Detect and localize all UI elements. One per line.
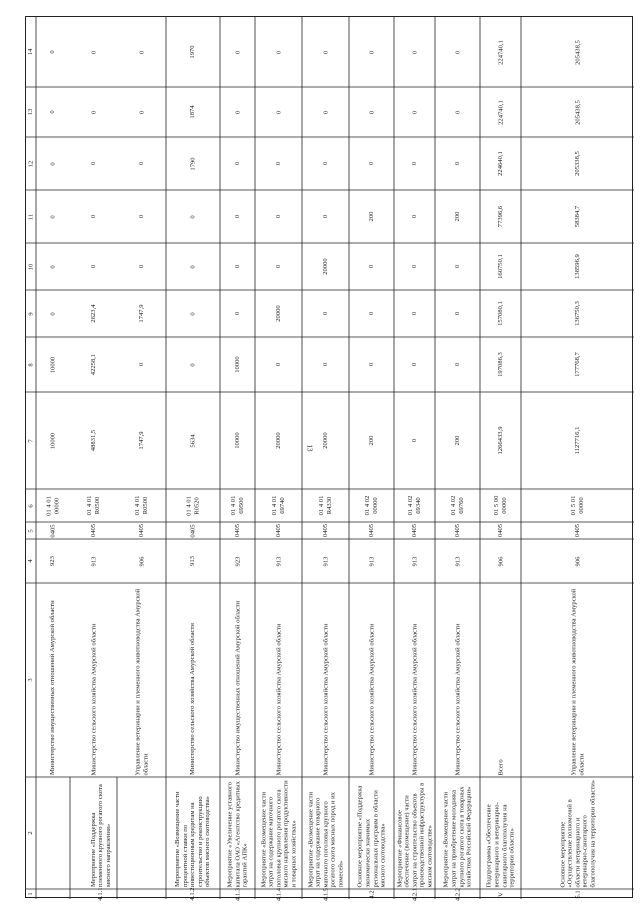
table-cell-num: 4.1.4 xyxy=(274,887,282,901)
table-cell-v10: 138596,9 xyxy=(573,254,581,279)
table-cell-v13: 0 xyxy=(49,110,57,114)
header-cell-1: 1 xyxy=(27,892,35,896)
header-cell-13: 13 xyxy=(27,108,35,116)
header-cell-6: 6 xyxy=(27,503,35,508)
table-cell-csr: 01 4 01 R0520 xyxy=(185,495,200,516)
table-cell-num: 4.2 xyxy=(367,889,375,899)
table-cell-csr: 01 4 01 R0500 xyxy=(133,495,149,516)
table-cell-grbs: 913 xyxy=(89,556,97,566)
table-cell-v14: 0 xyxy=(137,50,145,54)
table-cell-v12: 1790 xyxy=(189,156,197,171)
table-cell-v13: 1874 xyxy=(189,105,197,119)
table-cell-v7: 5634 xyxy=(189,433,197,448)
table-cell-v11: 0 xyxy=(189,214,197,219)
table-cell-v8: 42258,1 xyxy=(89,353,97,376)
table-cell-v11: 77396,6 xyxy=(496,205,504,228)
table-cell-name: Мероприятие «Финансовое обеспечение (возмещение) части затрат на строительство объектов производственной инфраструктуры в мясном скотоводстве» xyxy=(395,782,433,887)
table-cell-v7: 200 xyxy=(367,435,375,446)
table-cell-v11: 58384,7 xyxy=(573,205,581,228)
table-cell-v10: 0 xyxy=(274,264,282,269)
header-cell-4: 4 xyxy=(27,559,35,563)
header-cell-8: 8 xyxy=(27,362,35,367)
table-cell-v7: 48831,5 xyxy=(89,429,97,452)
table-cell-v10: 0 xyxy=(89,264,97,269)
table-cell-v10: 0 xyxy=(453,264,461,269)
table-cell-v12: 0 xyxy=(233,161,241,166)
table-cell-v9: 0 xyxy=(189,311,197,316)
table-cell-grbs: 913 xyxy=(367,556,375,566)
table-cell-org: Всего xyxy=(496,758,504,775)
table-cell-v14: 0 xyxy=(367,50,375,54)
table-cell-num: V xyxy=(496,891,504,897)
header-cell-7: 7 xyxy=(27,438,35,443)
table-cell-v8: 10000 xyxy=(49,356,57,373)
table-cell-org: Министерство сельского хозяйства Амурской области xyxy=(89,623,97,775)
table-cell-v9: 2623,4 xyxy=(89,304,97,323)
table-cell-v8: 197086,3 xyxy=(496,352,504,377)
table-cell-v14: 0 xyxy=(410,50,418,54)
header-cell-14: 14 xyxy=(27,48,35,56)
table-cell-rzpr: 0405 xyxy=(573,523,581,538)
table-cell-v8: 0 xyxy=(410,362,418,367)
table-cell-rzpr: 0405 xyxy=(410,523,418,538)
table-cell-v13: 0 xyxy=(137,110,145,114)
table-cell-v8: 0 xyxy=(137,362,145,367)
table-cell-v10: 20000 xyxy=(321,258,329,275)
table-cell-org: Министерство сельского хозяйства Амурской области xyxy=(189,623,197,775)
table-cell-csr: 01 4 02 69340 xyxy=(406,495,422,516)
table-cell-v11: 0 xyxy=(274,214,282,219)
table-cell-v13: 205438,5 xyxy=(573,99,581,125)
table-cell-v11: 0 xyxy=(89,214,97,219)
table-cell-v12: 0 xyxy=(137,161,145,166)
table-cell-org: Министерство сельского хозяйства Амурской области xyxy=(321,623,329,775)
table-cell-rzpr: 0405 xyxy=(137,523,145,538)
table-cell-rzpr: 0405 xyxy=(274,523,282,538)
table-cell-num: 4.2.1 xyxy=(410,887,418,901)
table-cell-v13: 0 xyxy=(89,110,97,114)
table-cell-v8: 0 xyxy=(189,362,197,367)
table-cell-csr: 01 5 01 00000 xyxy=(569,495,585,516)
header-cell-11: 11 xyxy=(27,213,35,220)
table-cell-org: Управление ветеринарии и племенного животноводства Амурской области xyxy=(133,588,149,775)
table-cell-v9: 0 xyxy=(453,311,461,316)
table-cell-num: 5.1 xyxy=(573,889,581,899)
table-cell-rzpr: 0405 xyxy=(89,523,97,538)
table-cell-v12: 0 xyxy=(410,161,418,166)
table-cell-v14: 0 xyxy=(274,50,282,54)
table-cell-v12: 224640,1 xyxy=(496,151,504,176)
table-cell-v11: 0 xyxy=(233,214,241,219)
table-cell-num: 4.1.5 xyxy=(321,887,329,901)
table-cell-v14: 0 xyxy=(49,50,57,54)
table-cell-v10: 0 xyxy=(189,264,197,269)
table-cell-grbs: 923 xyxy=(233,556,241,566)
table-cell-v12: 0 xyxy=(453,161,461,166)
table-cell-csr: 01 4 01 R4330 xyxy=(317,495,333,516)
header-cell-5: 5 xyxy=(27,528,35,533)
table-cell-v7: 20000 xyxy=(274,432,282,449)
table-cell-v14: 1970 xyxy=(189,45,197,59)
table-cell-v12: 205338,5 xyxy=(573,151,581,176)
table-cell-v9: 136750,3 xyxy=(573,301,581,326)
table-cell-v12: 0 xyxy=(321,161,329,166)
table-cell-v14: 205438,5 xyxy=(573,39,581,65)
table-cell-v14: 0 xyxy=(89,50,97,54)
table-cell-rzpr: 0405 xyxy=(367,523,375,538)
table-cell-v14: 0 xyxy=(453,50,461,54)
table-cell-v14: 0 xyxy=(233,50,241,54)
table-cell-grbs: 923 xyxy=(49,556,57,566)
table-cell-v7: 10000 xyxy=(49,432,57,449)
page-number: 13 xyxy=(305,444,314,452)
table-cell-grbs: 913 xyxy=(189,556,197,566)
table-cell-csr: 01 5 00 00000 xyxy=(492,495,508,516)
table-cell-csr: 01 4 01 69740 xyxy=(270,495,286,516)
table-cell-grbs: 913 xyxy=(274,556,282,566)
table-cell-v9: 0 xyxy=(233,311,241,316)
table-cell-v12: 0 xyxy=(89,161,97,166)
table-cell-num: 4.1.2 xyxy=(189,887,197,901)
table-cell-v9: 20000 xyxy=(274,305,282,322)
table-cell-name: Основное мероприятие «Осуществление полномочий в области ветеринарного и ветеринарно-санитарного благополучия на территории области» xyxy=(558,779,596,887)
table-cell-v9: 0 xyxy=(49,311,57,316)
table-cell-grbs: 906 xyxy=(137,556,145,566)
table-cell-v13: 0 xyxy=(274,110,282,114)
table-cell-v10: 160750,1 xyxy=(496,254,504,279)
table-cell-v11: 0 xyxy=(410,214,418,219)
table-cell-v11: 200 xyxy=(453,211,461,222)
table-cell-v11: 0 xyxy=(137,214,145,219)
table-cell-v9: 0 xyxy=(321,311,329,316)
header-cell-9: 9 xyxy=(27,311,35,316)
table-cell-csr: 01 4 01 00000 xyxy=(45,495,60,516)
header-cell-2: 2 xyxy=(27,831,35,835)
table-cell-v7: 1266433,9 xyxy=(496,426,504,455)
table-cell-v7: 1747,9 xyxy=(137,431,145,450)
table-cell-org: Министерство сельского хозяйства Амурской области xyxy=(410,623,418,775)
table-cell-org: Министерство сельского хозяйства Амурской области xyxy=(274,623,282,775)
table-cell-v11: 0 xyxy=(321,214,329,219)
table-cell-csr: 01 4 02 69760 xyxy=(449,495,465,516)
table-cell-v9: 1747,9 xyxy=(137,304,145,323)
table-cell-rzpr: 0405 xyxy=(189,523,197,538)
table-cell-name: Мероприятие «Возмещение части затрат на содержание маточного поголовья крупного рогатого скота мясного направления продуктивности и товарных хозяйствах» xyxy=(259,779,297,887)
table-cell-v14: 0 xyxy=(321,50,329,54)
table-cell-name: Мероприятие «Возмещение части затрат на содержание товарного маточного поголовья крупного рогатого скота мясных пород и их помесей» xyxy=(306,791,344,887)
table-cell-rzpr: 0405 xyxy=(453,523,461,538)
table-cell-rzpr: 0405 xyxy=(321,523,329,538)
table-cell-v7: 0 xyxy=(410,438,418,443)
table-cell-v10: 0 xyxy=(233,264,241,269)
table-cell-v8: 0 xyxy=(321,362,329,367)
table-cell-v7: 200 xyxy=(453,435,461,446)
table-cell-v9: 0 xyxy=(367,311,375,316)
table-cell-num: 4.1.1 xyxy=(97,887,105,901)
table-cell-grbs: 913 xyxy=(453,556,461,566)
table-cell-name: Мероприятие «Возмещение части процентной ставки по инвестиционным кредитам на строительство и реконструкцию объектов мясного скотоводства» xyxy=(174,791,212,887)
table-cell-v10: 0 xyxy=(410,264,418,269)
table-cell-csr: 01 4 01 69500 xyxy=(229,495,245,516)
table-cell-v13: 0 xyxy=(233,110,241,114)
table-cell-org: Министерство сельского хозяйства Амурской области xyxy=(367,623,375,775)
table-cell-grbs: 906 xyxy=(496,556,504,566)
table-cell-v10: 0 xyxy=(137,264,145,269)
header-cell-3: 3 xyxy=(27,678,35,682)
table-cell-v12: 0 xyxy=(49,161,57,166)
table-cell-v11: 200 xyxy=(367,211,375,222)
table-cell-v8: 177768,7 xyxy=(573,352,581,377)
table-cell-v11: 0 xyxy=(49,214,57,219)
table-cell-name: Мероприятие «Увеличение уставного капитала ОАО «Агентство кредитных гарантий АПК» xyxy=(226,780,249,887)
table-cell-org: Управление ветеринарии и племенного животноводства Амурской области xyxy=(569,588,585,775)
table-cell-v8: 0 xyxy=(274,362,282,367)
table-cell-rzpr: 0405 xyxy=(496,523,504,538)
table-cell-v8: 0 xyxy=(453,362,461,367)
table-cell-name: Мероприятие «Поддержка племенного крупного рогатого скота мясного направления» xyxy=(89,784,112,887)
table-cell-v13: 0 xyxy=(321,110,329,114)
table-cell-v13: 0 xyxy=(410,110,418,114)
header-cell-12: 12 xyxy=(27,160,35,167)
table-cell-v9: 157080,1 xyxy=(496,301,504,326)
table-cell-num: 4.2.2 xyxy=(453,887,461,901)
table-cell-v13: 0 xyxy=(453,110,461,114)
table-cell-v7: 1127716,1 xyxy=(573,426,581,455)
table-cell-org: Министерство сельского хозяйства Амурской области xyxy=(453,623,461,775)
table-cell-org: Министерство имущественных отношений Амурской области xyxy=(233,600,241,775)
table-cell-name: Подпрограмма «Обеспечение ветеринарного и ветеринарно-санитарного благополучия на территории области» xyxy=(485,801,516,887)
table-cell-v10: 0 xyxy=(367,264,375,269)
table-cell-v7: 10000 xyxy=(233,432,241,449)
table-cell-grbs: 906 xyxy=(573,556,581,566)
table-cell-name: Основное мероприятие «Поддержка экономически значимых региональных программ в области мясного скотоводства» xyxy=(356,785,387,887)
table-cell-name: Мероприятие «Возмещение части затрат на приобретение молодняка крупного рогатого скота в товарных хозяйствах Российской Федерации» xyxy=(442,785,473,887)
table-cell-rzpr: 0405 xyxy=(233,523,241,538)
table-cell-v12: 0 xyxy=(274,161,282,166)
table-cell-v7: 20000 xyxy=(321,432,329,449)
table-cell-v14: 224740,1 xyxy=(496,39,504,65)
table-cell-csr: 01 4 02 00000 xyxy=(363,495,379,516)
budget-table xyxy=(25,16,633,901)
table-cell-grbs: 913 xyxy=(410,556,418,566)
table-cell-v10: 0 xyxy=(49,264,57,269)
table-cell-num: 4.1.3 xyxy=(233,887,241,901)
table-cell-v13: 0 xyxy=(367,110,375,114)
table-cell-v12: 0 xyxy=(367,161,375,166)
table-cell-csr: 01 4 01 R0500 xyxy=(85,495,101,516)
table-cell-v9: 0 xyxy=(410,311,418,316)
table-cell-org: Министерство имущественных отношений Амурской области xyxy=(49,600,57,775)
table-cell-v8: 10000 xyxy=(233,356,241,373)
header-cell-10: 10 xyxy=(27,263,35,270)
table-cell-rzpr: 0405 xyxy=(49,523,57,538)
table-cell-v8: 0 xyxy=(367,362,375,367)
table-cell-v13: 224740,1 xyxy=(496,99,504,125)
table-cell-grbs: 913 xyxy=(321,556,329,566)
